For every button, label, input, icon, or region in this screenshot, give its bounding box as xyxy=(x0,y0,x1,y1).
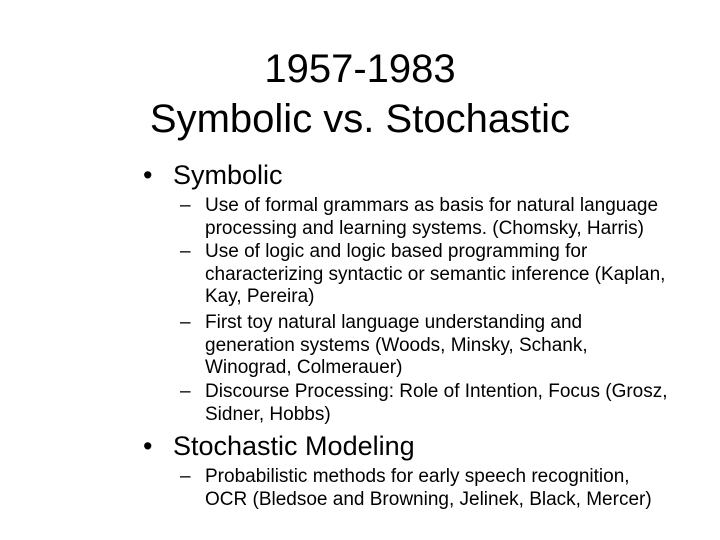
dash-icon: – xyxy=(180,195,191,216)
subitem-line: Probabilistic methods for early speech recognition, xyxy=(205,466,630,487)
dash-icon: – xyxy=(180,241,191,262)
subitem-line: generation systems (Woods, Minsky, Schank, xyxy=(205,334,588,356)
subitem-line: Kay, Pereira) xyxy=(205,286,315,307)
subitem-line: Use of formal grammars as basis for natural language xyxy=(205,195,659,216)
slide-title xyxy=(60,44,660,144)
bullet-label: Stochastic Modeling xyxy=(173,431,415,461)
subitem-line: characterizing syntactic or semantic inference (Kaplan, xyxy=(205,263,666,285)
subitem-line: Use of logic and logic based programming for xyxy=(205,241,588,262)
title-line-1: 1957-1983 xyxy=(264,47,456,91)
subitem-line: processing and learning systems. (Chomsky, Harris) xyxy=(205,217,644,239)
bullet-dot-icon: • xyxy=(143,431,153,461)
dash-icon: – xyxy=(180,381,191,402)
dash-icon: – xyxy=(180,466,191,487)
bullet-dot-icon: • xyxy=(143,160,153,190)
dash-icon: – xyxy=(180,312,191,333)
subitem-line: First toy natural language understanding and xyxy=(205,312,583,333)
title-line-2: Symbolic vs. Stochastic xyxy=(149,97,571,141)
subitem-line: Sidner, Hobbs) xyxy=(205,403,331,425)
subitem-line: Winograd, Colmerauer) xyxy=(205,357,403,378)
bullet-label: Symbolic xyxy=(173,160,283,190)
subitem-line: Discourse Processing: Role of Intention, Focus (Grosz, xyxy=(205,381,668,402)
subitem-line: OCR (Bledsoe and Browning, Jelinek, Black, Mercer) xyxy=(205,488,652,510)
